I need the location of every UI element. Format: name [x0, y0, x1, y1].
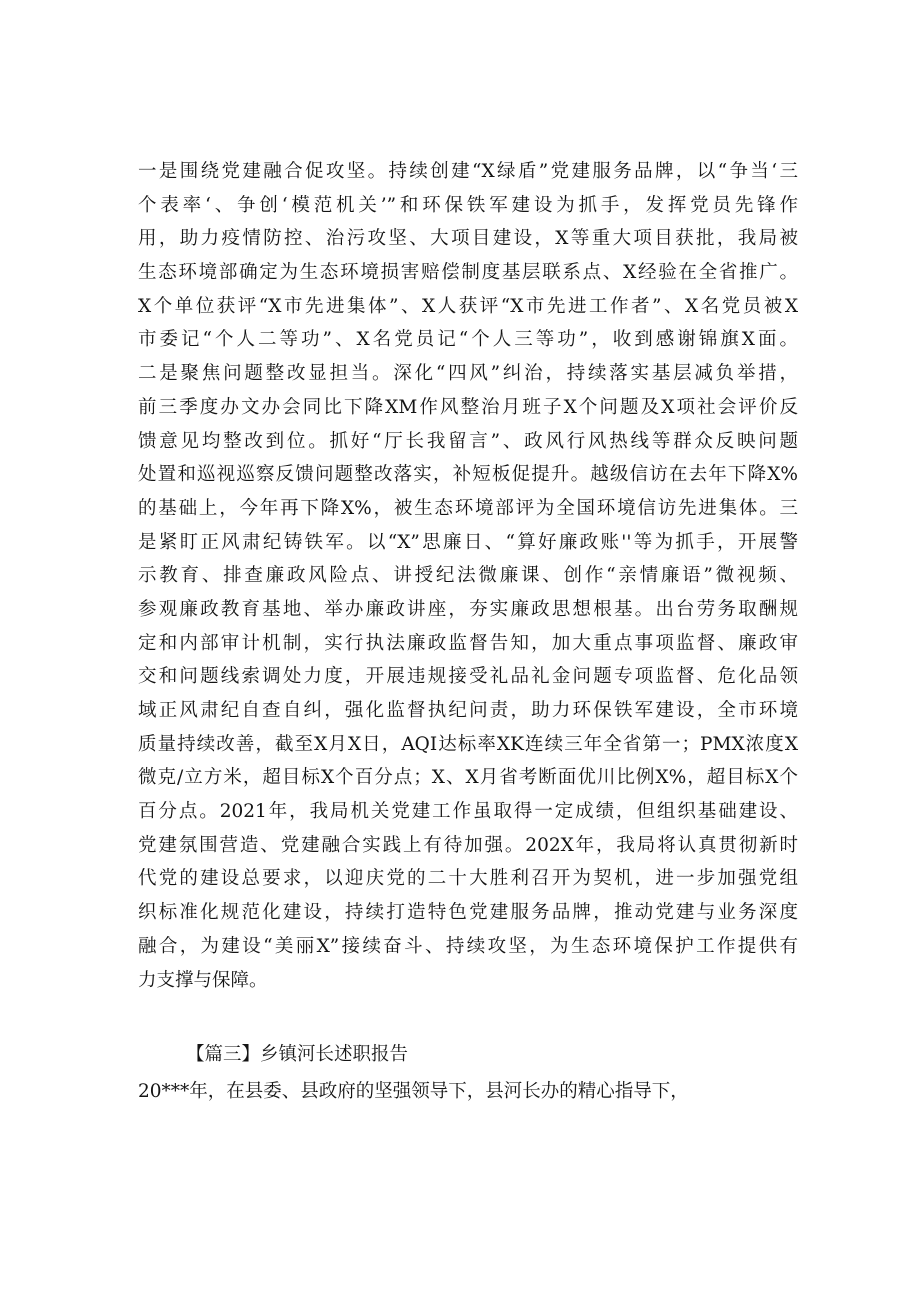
text-line: 个表率‘、争创‘模范机关’”和环保铁军建设为抓手，发挥党员先锋作	[138, 194, 798, 216]
text-line: 力支撑与保障。	[138, 969, 268, 991]
text-line: 前三季度办文办会同比下降XM作风整治月班子X个问题及X项社会评价反	[138, 396, 798, 418]
text-line: 微克/立方米，超目标X个百分点；X、X月省考断面优川比例X%，超目标X个	[138, 767, 798, 789]
text-line: 处置和巡视巡察反馈问题整改落实，补短板促提升。越级信访在去年下降X%	[138, 464, 798, 486]
text-line: 定和内部审计机制，实行执法廉政监督告知，加大重点事项监督、廉政审	[138, 632, 798, 654]
text-line: 一是围绕党建融合促攻坚。持续创建“X绿盾”党建服务品牌，以“争当‘三	[138, 161, 798, 182]
text-line: 党建氛围营造、党建融合实践上有待加强。202X年，我局将认真贯彻新时	[138, 834, 798, 856]
text-line: 代党的建设总要求，以迎庆党的二十大胜利召开为契机，进一步加强党组	[138, 868, 798, 890]
text-line: 示教育、排查廉政风险点、讲授纪法微廉课、创作“亲情廉语”微视频、	[138, 565, 798, 587]
text-line: 市委记“个人二等功”、X名党员记“个人三等功”，收到感谢锦旗X面。	[138, 329, 798, 351]
text-line: 用，助力疫情防控、治污攻坚、大项目建设，X等重大项目获批，我局被	[138, 228, 798, 250]
text-line: 参观廉政教育基地、举办廉政讲座，夯实廉政思想根基。出台劳务取酬规	[138, 598, 798, 620]
text-line: 是紧盯正风肃纪铸铁军。以“X”思廉日、“算好廉政账''等为抓手，开展警	[138, 531, 798, 553]
text-line: 融合，为建设“美丽X”接续奋斗、持续攻坚，为生态环境保护工作提供有	[138, 935, 798, 957]
text-line: X个单位获评“X市先进集体”、X人获评“X市先进工作者”、X名党员被X	[138, 295, 798, 317]
text-line: 交和问题线索调处力度，开展违规接受礼品礼金问题专项监督、危化品领	[138, 666, 798, 688]
section-first-line: 20***年，在县委、县政府的坚强领导下，县河长办的精心指导下，	[138, 1081, 689, 1102]
text-line: 百分点。2021年，我局机关党建工作虽取得一定成绩，但组织基础建设、	[138, 801, 798, 823]
section-heading: 【篇三】乡镇河长述职报告	[186, 1044, 409, 1065]
text-line: 质量持续改善，截至X月X日，AQI达标率XK连续三年全省第一；PMX浓度X	[138, 733, 798, 755]
text-line: 生态环境部确定为生态环境损害赔偿制度基层联系点、X经验在全省推广。	[138, 262, 798, 284]
text-line: 二是聚焦问题整改显担当。深化“四风”纠治，持续落实基层减负举措，	[138, 363, 798, 385]
text-line: 馈意见均整改到位。抓好“厅长我留言”、政风行风热线等群众反映问题	[138, 430, 798, 452]
text-line: 域正风肃纪自查自纠，强化监督执纪问责，助力环保铁军建设，全市环境	[138, 700, 798, 721]
text-line: 的基础上，今年再下降X%，被生态环境部评为全国环境信访先进集体。三	[138, 497, 798, 519]
body-paragraph	[138, 155, 798, 997]
text-line: 织标准化规范化建设，持续打造特色党建服务品牌，推动党建与业务深度	[138, 902, 798, 924]
